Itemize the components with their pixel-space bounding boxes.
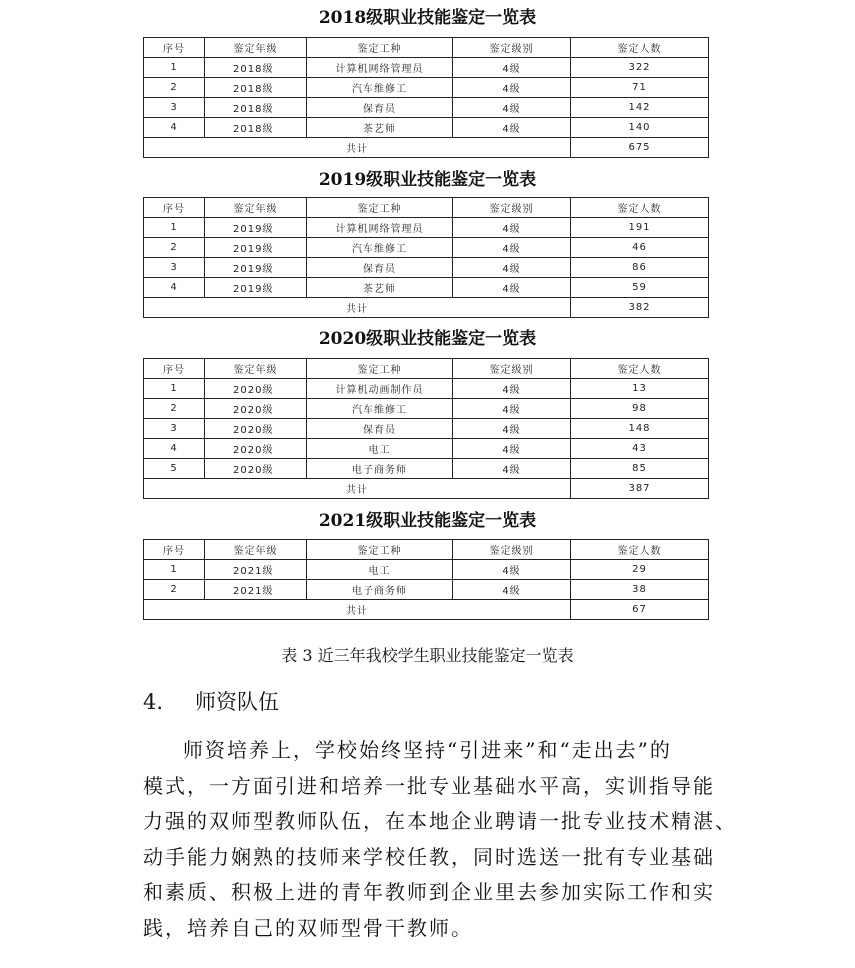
table-cell: 4级 [453,258,571,278]
table-cell: 2019级 [205,278,307,298]
table-cell: 142 [571,98,709,118]
table-cell: 保育员 [307,419,453,439]
body-paragraph [143,733,737,946]
table-cell: 71 [571,78,709,98]
header-cell: 鉴定年级 [205,198,307,218]
table-2021 [143,539,709,620]
table-cell: 汽车维修工 [307,399,453,419]
table-cell: 4级 [453,580,571,600]
table-row [144,218,709,238]
total-row [144,298,709,318]
table-cell: 2019级 [205,258,307,278]
header-cell: 鉴定人数 [571,198,709,218]
section-number: 4. [143,690,164,714]
table-cell: 2018级 [205,58,307,78]
total-label: 共计 [144,138,571,158]
table-cell: 43 [571,439,709,459]
table-cell: 1 [144,58,205,78]
table-row [144,278,709,298]
table-cell: 保育员 [307,258,453,278]
table-row [144,419,709,439]
table-row [144,379,709,399]
table-cell: 4级 [453,278,571,298]
table-header-row [144,359,709,379]
table-cell: 4级 [453,218,571,238]
table-2019 [143,197,709,318]
table-cell: 2 [144,399,205,419]
table-cell: 322 [571,58,709,78]
header-cell: 鉴定年级 [205,359,307,379]
table-row [144,118,709,138]
table-cell: 4级 [453,459,571,479]
header-cell: 鉴定人数 [571,38,709,58]
table-cell: 13 [571,379,709,399]
table-cell: 电工 [307,439,453,459]
table-cell: 59 [571,278,709,298]
table-caption: 表 3 近三年我校学生职业技能鉴定一览表 [281,646,574,665]
table-cell: 计算机动画制作员 [307,379,453,399]
table-row [144,459,709,479]
header-cell: 鉴定工种 [307,38,453,58]
header-cell: 鉴定人数 [571,540,709,560]
table-cell: 3 [144,258,205,278]
table-cell: 191 [571,218,709,238]
table-cell: 4级 [453,399,571,419]
table-2020 [143,358,709,499]
header-cell: 鉴定年级 [205,38,307,58]
table-cell: 140 [571,118,709,138]
table-cell: 4级 [453,439,571,459]
table-cell: 85 [571,459,709,479]
paragraph-line: 践，培养自己的双师型骨干教师。 [143,915,473,940]
table-cell: 4级 [453,58,571,78]
table-cell: 98 [571,399,709,419]
table-row [144,58,709,78]
total-label: 共计 [144,479,571,499]
table-cell: 2020级 [205,419,307,439]
paragraph-line: 师资培养上，学校始终坚持“引进来”和“走出去”的 [183,738,672,762]
total-label: 共计 [144,298,571,318]
table-cell: 2018级 [205,98,307,118]
table-cell: 4级 [453,419,571,439]
section-title: 师资队伍 [195,690,279,714]
total-value: 387 [571,479,709,499]
table-cell: 2 [144,580,205,600]
total-label: 共计 [144,600,571,620]
table-row [144,258,709,278]
table-cell: 29 [571,560,709,580]
header-cell: 序号 [144,38,205,58]
table-cell: 茶艺师 [307,118,453,138]
table-cell: 1 [144,218,205,238]
table-cell: 茶艺师 [307,278,453,298]
header-cell: 鉴定级别 [453,540,571,560]
header-cell: 序号 [144,540,205,560]
table-title-2021: 2021级职业技能鉴定一览表 [318,511,537,531]
table-cell: 2020级 [205,459,307,479]
header-cell: 鉴定级别 [453,198,571,218]
header-cell: 鉴定级别 [453,38,571,58]
header-cell: 序号 [144,359,205,379]
table-row [144,560,709,580]
total-row [144,479,709,499]
table-cell: 汽车维修工 [307,78,453,98]
total-value: 675 [571,138,709,158]
section-heading [143,688,279,716]
table-cell: 3 [144,419,205,439]
table-cell: 2021级 [205,580,307,600]
table-title-2019: 2019级职业技能鉴定一览表 [318,170,537,190]
header-cell: 鉴定工种 [307,540,453,560]
table-header-row [144,198,709,218]
table-title-2020: 2020级职业技能鉴定一览表 [318,329,537,349]
total-row [144,600,709,620]
table-cell: 4 [144,278,205,298]
table-cell: 2020级 [205,379,307,399]
table-cell: 1 [144,379,205,399]
table-title-2018: 2018级职业技能鉴定一览表 [318,8,537,28]
table-cell: 2018级 [205,118,307,138]
header-cell: 鉴定年级 [205,540,307,560]
table-cell: 计算机网络管理员 [307,58,453,78]
total-row [144,138,709,158]
table-cell: 4级 [453,78,571,98]
table-header-row [144,540,709,560]
table-row [144,238,709,258]
table-cell: 2019级 [205,218,307,238]
table-cell: 4 [144,439,205,459]
table-cell: 4级 [453,238,571,258]
table-cell: 4 [144,118,205,138]
table-cell: 1 [144,560,205,580]
paragraph-line: 力强的双师型教师队伍，在本地企业聘请一批专业技术精湛、 [143,809,737,833]
table-2018 [143,37,709,158]
table-row [144,580,709,600]
table-row [144,399,709,419]
table-cell: 2020级 [205,439,307,459]
table-cell: 46 [571,238,709,258]
table-cell: 计算机网络管理员 [307,218,453,238]
table-cell: 2021级 [205,560,307,580]
paragraph-line: 动手能力娴熟的技师来学校任教，同时选送一批有专业基础 [143,844,715,869]
table-cell: 4级 [453,98,571,118]
table-cell: 保育员 [307,98,453,118]
table-cell: 电子商务师 [307,459,453,479]
header-cell: 鉴定工种 [307,198,453,218]
header-cell: 鉴定人数 [571,359,709,379]
table-row [144,78,709,98]
header-cell: 鉴定工种 [307,359,453,379]
table-cell: 2020级 [205,399,307,419]
table-cell: 3 [144,98,205,118]
table-cell: 电子商务师 [307,580,453,600]
table-cell: 2 [144,78,205,98]
table-cell: 86 [571,258,709,278]
table-cell: 4级 [453,379,571,399]
table-cell: 2019级 [205,238,307,258]
header-cell: 序号 [144,198,205,218]
table-row [144,439,709,459]
total-value: 67 [571,600,709,620]
table-cell: 4级 [453,560,571,580]
table-cell: 148 [571,419,709,439]
table-row [144,98,709,118]
total-value: 382 [571,298,709,318]
table-cell: 电工 [307,560,453,580]
table-cell: 2018级 [205,78,307,98]
table-cell: 汽车维修工 [307,238,453,258]
header-cell: 鉴定级别 [453,359,571,379]
paragraph-line: 和素质、积极上进的青年教师到企业里去参加实际工作和实 [143,880,715,904]
table-cell: 2 [144,238,205,258]
table-cell: 38 [571,580,709,600]
table-cell: 4级 [453,118,571,138]
table-cell: 5 [144,459,205,479]
paragraph-line: 模式，一方面引进和培养一批专业基础水平高，实训指导能 [143,773,715,798]
table-header-row [144,38,709,58]
